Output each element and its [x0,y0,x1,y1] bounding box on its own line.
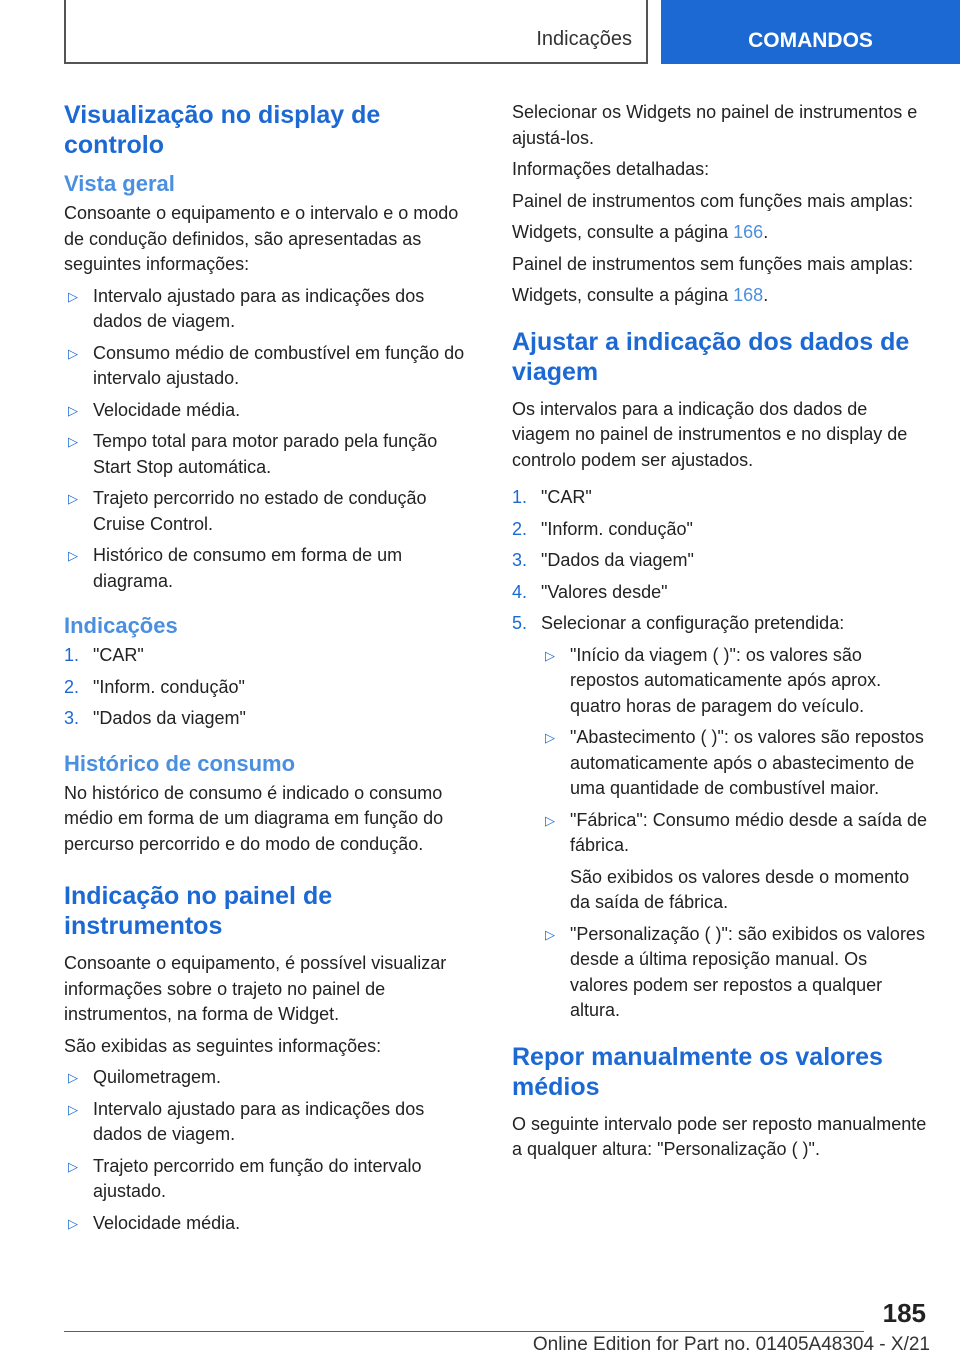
page-link-168[interactable]: 168 [733,285,764,305]
bullet-list [64,1065,474,1236]
triangle-icon: ▷ [68,288,78,304]
left-column [64,100,474,1242]
paragraph: Informações detalhadas: [512,159,710,179]
paragraph: Painel de instrumentos sem funções mais amplas: [512,253,914,274]
triangle-icon: ▷ [68,491,78,506]
chapter-title: Indicações [536,28,632,50]
paragraph: Selecionar os Widgets no painel de instrumentos e ajustá-los. [512,102,918,148]
list-item: ▷ Trajeto percorrido em função do intervalo ajustado. [68,1155,422,1201]
paragraph: Consoante o equipamento, é possível visualizar informações sobre o trajeto no painel de instrumentos, na forma de Widget. [64,953,447,1024]
heading-historico: Histórico de consumo [64,750,296,776]
list-item: ▷ Trajeto percorrido no estado de condução Cruise Control. [68,488,427,534]
list-item: 3. "Dados da viagem" [64,708,246,728]
list-item: ▷ Histórico de consumo em forma de um diagrama. [68,545,403,591]
footer-edition: Online Edition for Part no. 01405A48304 - X/21 [532,1334,930,1355]
paragraph: Os intervalos para a indicação dos dados de viagem no painel de instrumentos e no display de controlo podem ser ajustados. [512,398,908,470]
triangle-icon: ▷ [545,926,555,942]
heading-painel: Indicação no painel de instrumentos [64,882,333,940]
list-item: ▷ "Personalização ( )": são exibidos os valores desde a última reposição manual. Os valores podem ser repostos a qualquer altura. [545,923,925,1020]
step-list [64,643,474,732]
heading-indicacoes: Indicações [64,613,178,638]
list-item: 4. "Valores desde" [512,581,668,602]
paragraph: Consoante o equipamento e o intervalo e o modo de condução definidos, são apresentadas as seguintes informações: [64,203,459,274]
list-item: 1. "CAR" [64,645,144,665]
list-item: ▷ Consumo médio de combustível em função do intervalo ajustado. [68,342,465,388]
list-item: ▷ Intervalo ajustado para as indicações dos dados de viagem. [68,1098,425,1144]
list-item: ▷ "Início da viagem ( )": os valores são repostos automaticamente após aprox. quatro horas de paragem do veículo. [545,644,882,716]
header-box [64,0,648,64]
list-item: ▷ Intervalo ajustado para as indicações dos dados de viagem. [68,285,425,331]
paragraph: Painel de instrumentos com funções mais amplas: [512,190,914,211]
triangle-icon: ▷ [68,1215,78,1231]
paragraph: Widgets, consulte a página 166. [512,222,769,242]
paragraph: São exibidas as seguintes informações: [64,1035,382,1056]
paragraph: No histórico de consumo é indicado o consumo médio em forma de um diagrama em função do percurso percorrido e do modo de condução. [64,782,444,854]
triangle-icon: ▷ [545,730,555,745]
triangle-icon: ▷ [68,345,78,361]
heading-vista-geral: Vista geral [64,171,175,196]
list-item: ▷ "Abastecimento ( )": os valores são repostos automaticamente após o abastecimento de uma quantidade de combustível maior. [545,727,924,798]
list-item: 1. "CAR" [512,487,592,507]
footer-divider [64,1331,864,1332]
heading-ajustar: Ajustar a indicação dos dados de viagem [512,327,910,386]
list-item: ▷ Quilometragem. [64,1065,474,1091]
triangle-icon: ▷ [68,1101,78,1117]
triangle-icon: ▷ [68,434,78,449]
list-item: ▷ "Fábrica": Consumo médio desde a saída de fábrica. São exibidos os valores desde o momento da saída de fábrica. [541,808,930,916]
triangle-icon: ▷ [68,548,78,563]
list-item: ▷ Velocidade média. [64,398,474,424]
list-item: 5. Selecionar a configuração pretendida: [512,613,845,633]
paragraph: O seguinte intervalo pode ser reposto manualmente a qualquer altura: "Personalização ( )". [512,1113,927,1159]
step-list [512,485,930,637]
triangle-icon: ▷ [545,812,555,828]
list-item: 3. "Dados da viagem" [512,550,694,570]
paragraph: Widgets, consulte a página 168. [512,285,769,305]
bullet-list [64,284,474,595]
heading-repor: Repor manualmente os valores médios [512,1042,883,1101]
section-tab[interactable]: COMANDOS [661,0,960,64]
page-link-166[interactable]: 166 [733,222,764,242]
triangle-icon: ▷ [68,402,78,418]
triangle-icon: ▷ [545,647,555,663]
sub-note: São exibidos os valores desde o momento da saída de fábrica. [570,866,910,912]
triangle-icon: ▷ [68,1070,78,1085]
list-item: ▷ Velocidade média. [64,1211,474,1237]
triangle-icon: ▷ [68,1158,78,1174]
right-column [512,100,930,1169]
sub-bullet-list [541,643,930,1024]
heading-visualizacao: Visualização no display de controlo [64,101,381,159]
list-item: 2. "Inform. condução" [64,676,245,697]
page-number: 185 [882,1298,926,1328]
list-item: ▷ Tempo total para motor parado pela função Start Stop automática. [68,431,438,477]
list-item: 2. "Inform. condução" [512,518,693,539]
